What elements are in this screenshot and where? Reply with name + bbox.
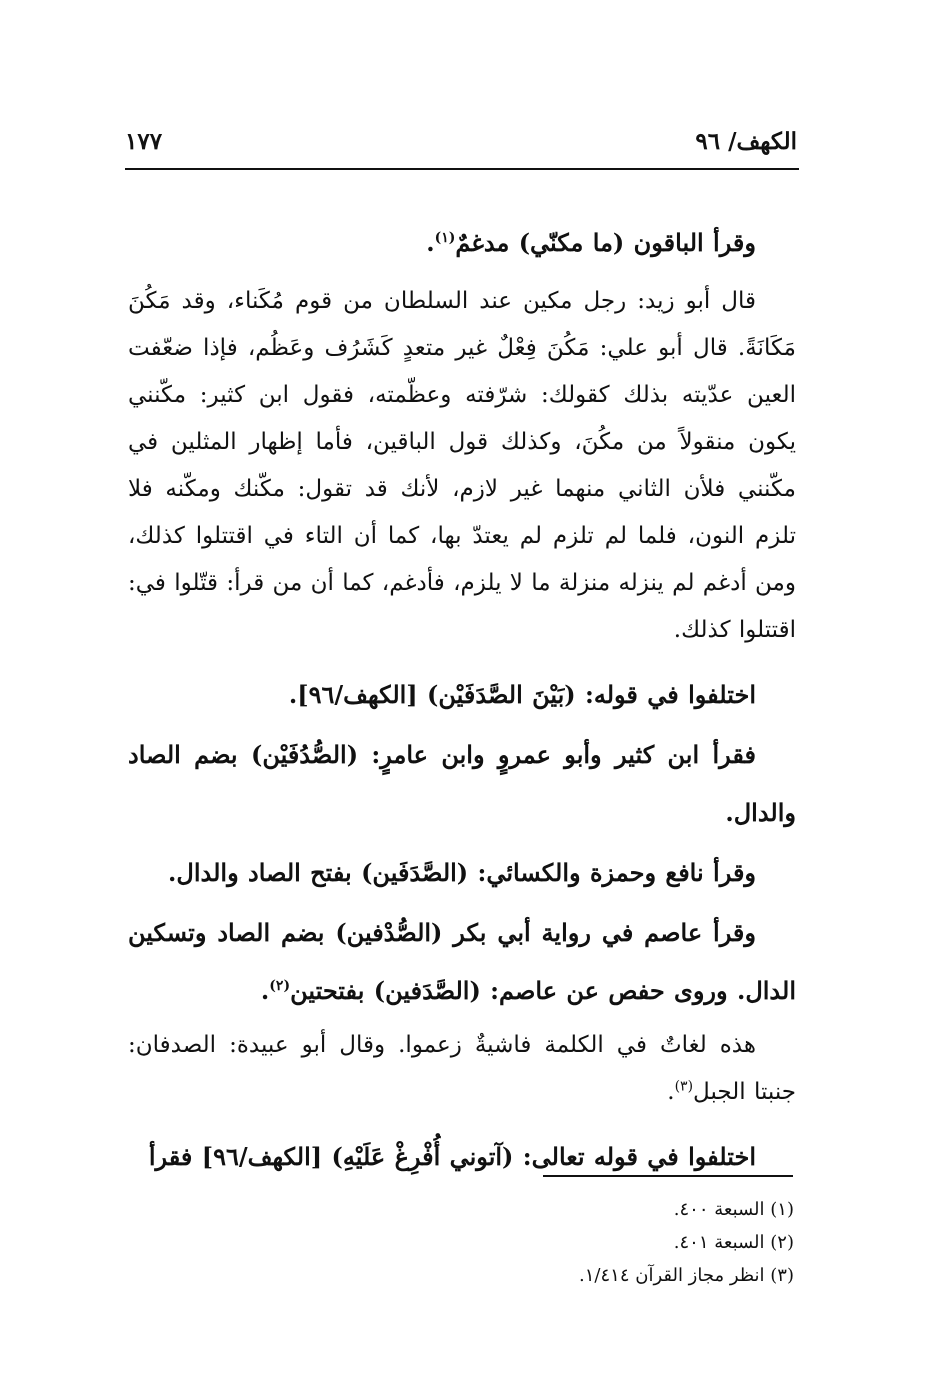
- paragraph-7: هذه لغاتٌ في الكلمة فاشيةٌ زعموا. وقال أبو عبيدة: الصدفان: جنبتا الجبل$^{(٣)}$.: [128, 1032, 796, 1105]
- footnote-ref-2: (٢): [269, 978, 291, 994]
- main-text: [128, 214, 796, 1188]
- header-divider: [125, 168, 799, 170]
- chapter-title: الكهف/ ٩٦: [695, 128, 797, 155]
- page-number: ١٧٧: [125, 128, 163, 155]
- paragraph-5: وقرأ نافع وحمزة والكسائي: (الصَّدَفَين) بفتح الصاد والدال.: [168, 858, 756, 887]
- paragraph-2: قال أبو زيد: رجل مكين عند السلطان من قوم مُكَناء، وقد مَكُنَ مَكَانَةً. قال أبو علي: مَكُنَ فِعْلٌ غير متعدٍ كَشَرُف وعَظُم، فإذا ضعّفت العين عدّيته بذلك كقولك: شرّفته وعظّمته، فقول ابن كثير: مكّنني يكون منقولاً من مكُنَ، وكذلك قول الباقين، فأما إظهار المثلين في مكّنني فلأن الثاني منهما غير لازم، لأنك قد تقول: مكّنك ومكّنه فلا تلزم النون، فلما لم تلزم لم يعتدّ بها، كما أن التاء في اقتتلوا كذلك، ومن أدغم لم ينزله منزلة ما لا يلزم، فأدغم، كما أن من قرأ: قتّلوا في: اقتتلوا كذلك.: [128, 288, 796, 643]
- paragraph-6: وقرأ عاصم في رواية أبي بكر (الصُّدْفين) بضم الصاد وتسكين الدال. وروى حفص عن عاصم: (الصَّدَفين) بفتحتين$^{(٢)}$.: [128, 918, 796, 1005]
- footnote-2: (٢) السبعة ٤٠١.: [673, 1232, 794, 1253]
- footnote-1: (١) السبعة ٤٠٠.: [673, 1199, 794, 1220]
- paragraph-8: اختلفوا في قوله تعالى: (آتوني أُفْرِغْ عَلَيْهِ) [الكهف/٩٦] فقرأ: [148, 1142, 756, 1171]
- paragraph-1: وقرأ الباقون (ما مكنّي) مدغمٌ$^{(١)}$.: [426, 228, 756, 257]
- running-header: [125, 124, 797, 164]
- footnote-ref-1: (١): [434, 230, 456, 246]
- footnote-divider: [543, 1175, 793, 1177]
- footnote-3: (٣) انظر مجاز القرآن ١/٤١٤.: [579, 1265, 794, 1286]
- footnotes: [394, 1193, 794, 1292]
- paragraph-3: اختلفوا في قوله: (بَيْنَ الصَّدَفَيْن) [الكهف/٩٦].: [288, 680, 756, 709]
- footnote-ref-3: (٣): [674, 1078, 694, 1095]
- paragraph-4: فقرأ ابن كثير وأبو عمروٍ وابن عامرٍ: (الصُّدُفَيْن) بضم الصاد والدال.: [128, 740, 796, 827]
